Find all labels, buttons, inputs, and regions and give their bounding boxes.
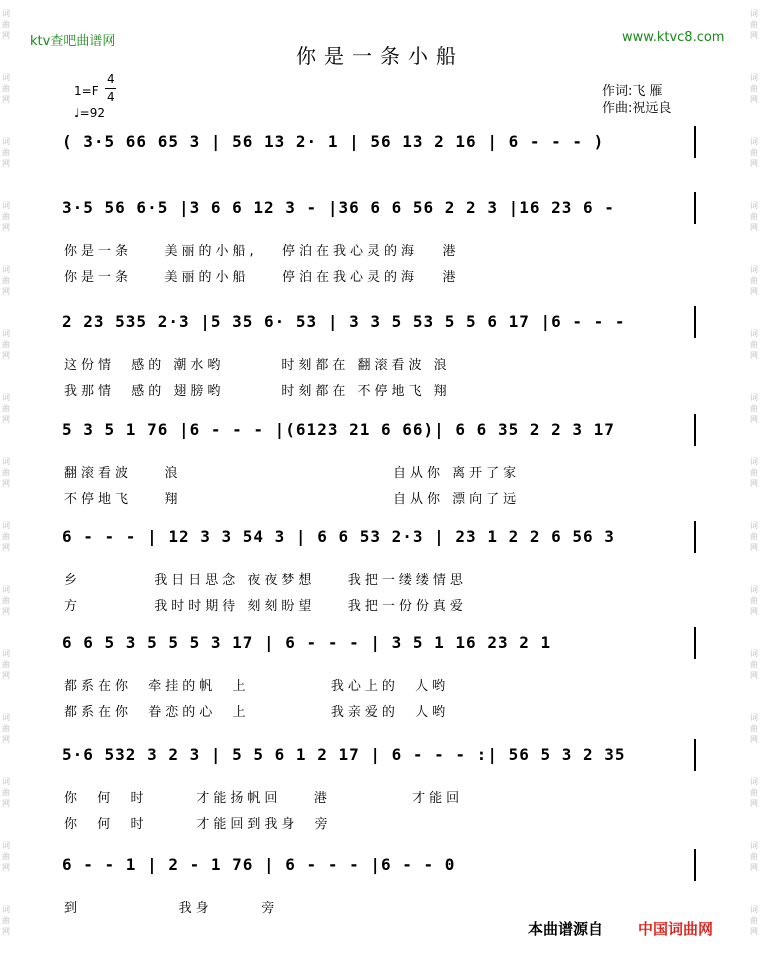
watermark-text: 词 曲 网 [2, 73, 10, 104]
watermark-text: 词 曲 网 [750, 9, 758, 40]
time-signature-top: 4 [107, 72, 115, 86]
watermark-text: 词 曲 网 [2, 9, 10, 40]
bar-line [694, 849, 696, 881]
song-title: 你是一条小船 [296, 44, 464, 68]
watermark-text: 词 曲 网 [750, 905, 758, 936]
site-name-left: ktv查吧曲谱网 [30, 34, 116, 49]
key-signature: 1=F [74, 84, 99, 98]
watermark-text: 词 曲 网 [750, 649, 758, 680]
lyric-line: 我那情 感的 翅膀哟 时刻都在 不停地飞 翔 [64, 384, 451, 399]
watermark-text: 词 曲 网 [2, 905, 10, 936]
watermark-text: 词 曲 网 [750, 713, 758, 744]
time-signature-divider [105, 88, 116, 89]
watermark-text: 词 曲 网 [2, 137, 10, 168]
lyric-line: 你是一条 美丽的小船 停泊在我心灵的海 港 [64, 270, 460, 285]
source-site-name: 中国词曲网 [638, 920, 714, 938]
watermark-text: 词 曲 网 [750, 201, 758, 232]
lyric-line: 翻滚看波 浪 自从你 离开了家 [64, 466, 521, 481]
watermark-text: 词 曲 网 [2, 585, 10, 616]
watermark-text: 词 曲 网 [2, 777, 10, 808]
site-url-right: www.ktvc8.com [622, 30, 725, 45]
lyric-line: 到 我身 旁 [64, 901, 279, 916]
bar-line [694, 414, 696, 446]
time-signature-bottom: 4 [107, 90, 115, 104]
watermark-text: 词 曲 网 [750, 457, 758, 488]
notation-line: ( 3·5 66 65 3 | 56 13 2· 1 | 56 13 2 16 | 6 - - - ) [62, 132, 605, 151]
watermark-text: 词 曲 网 [2, 841, 10, 872]
watermark-text: 词 曲 网 [2, 713, 10, 744]
bar-line [694, 192, 696, 224]
watermark-text: 词 曲 网 [750, 521, 758, 552]
watermark-text: 词 曲 网 [750, 137, 758, 168]
tempo-mark [74, 106, 105, 120]
lyric-line: 都系在你 眷恋的心 上 我亲爱的 人哟 [64, 705, 450, 720]
notation-line: 6 6 5 3 5 5 5 3 17 | 6 - - - | 3 5 1 16 23 2 1 [62, 633, 552, 652]
notation-line: 6 - - - | 12 3 3 54 3 | 6 6 53 2·3 | 23 1 2 2 6 56 3 [62, 527, 615, 546]
watermark-text: 词 曲 网 [2, 457, 10, 488]
lyric-line: 你 何 时 才能回到我身 旁 [64, 817, 332, 832]
source-label: 本曲谱源自 [528, 920, 604, 938]
watermark-text: 词 曲 网 [2, 329, 10, 360]
lyric-line: 不停地飞 翔 自从你 漂向了远 [64, 492, 521, 507]
watermark-text: 词 曲 网 [750, 841, 758, 872]
watermark-text: 词 曲 网 [750, 329, 758, 360]
right-watermark-strip [748, 0, 760, 967]
watermark-text: 词 曲 网 [2, 393, 10, 424]
left-watermark-strip [0, 0, 12, 967]
bar-line [694, 521, 696, 553]
watermark-text: 词 曲 网 [750, 73, 758, 104]
notation-line: 5·6 532 3 2 3 | 5 5 6 1 2 17 | 6 - - - :| 56 5 3 2 35 [62, 745, 626, 764]
lyricist-credit: 作词:飞 雁 [602, 84, 663, 99]
watermark-text: 词 曲 网 [2, 649, 10, 680]
lyric-line: 乡 我日日思念 夜夜梦想 我把一缕缕情思 [64, 573, 467, 588]
tempo-value: =92 [79, 106, 105, 120]
quarter-note-icon: ♩ [74, 106, 80, 120]
bar-line [694, 739, 696, 771]
watermark-text: 词 曲 网 [750, 265, 758, 296]
lyric-line: 这份情 感的 潮水哟 时刻都在 翻滚看波 浪 [64, 358, 451, 373]
watermark-text: 词 曲 网 [750, 777, 758, 808]
lyric-line: 方 我时时期待 刻刻盼望 我把一份份真爱 [64, 599, 467, 614]
composer-credit: 作曲:祝远良 [602, 101, 672, 116]
bar-line [694, 126, 696, 158]
lyric-line: 你 何 时 才能扬帆回 港 才能回 [64, 791, 464, 806]
lyric-line: 你是一条 美丽的小船, 停泊在我心灵的海 港 [64, 244, 460, 259]
bar-line [694, 306, 696, 338]
notation-line: 3·5 56 6·5 |3 6 6 12 3 - |36 6 6 56 2 2 3 |16 23 6 - [62, 198, 615, 217]
lyric-line: 都系在你 牵挂的帆 上 我心上的 人哟 [64, 679, 450, 694]
watermark-text: 词 曲 网 [2, 201, 10, 232]
notation-line: 6 - - 1 | 2 - 1 76 | 6 - - - |6 - - 0 [62, 855, 456, 874]
watermark-text: 词 曲 网 [750, 393, 758, 424]
watermark-text: 词 曲 网 [750, 585, 758, 616]
notation-line: 2 23 535 2·3 |5 35 6· 53 | 3 3 5 53 5 5 6 17 |6 - - - [62, 312, 626, 331]
bar-line [694, 627, 696, 659]
notation-line: 5 3 5 1 76 |6 - - - |(6123 21 6 66)| 6 6 35 2 2 3 17 [62, 420, 615, 439]
watermark-text: 词 曲 网 [2, 265, 10, 296]
watermark-text: 词 曲 网 [2, 521, 10, 552]
